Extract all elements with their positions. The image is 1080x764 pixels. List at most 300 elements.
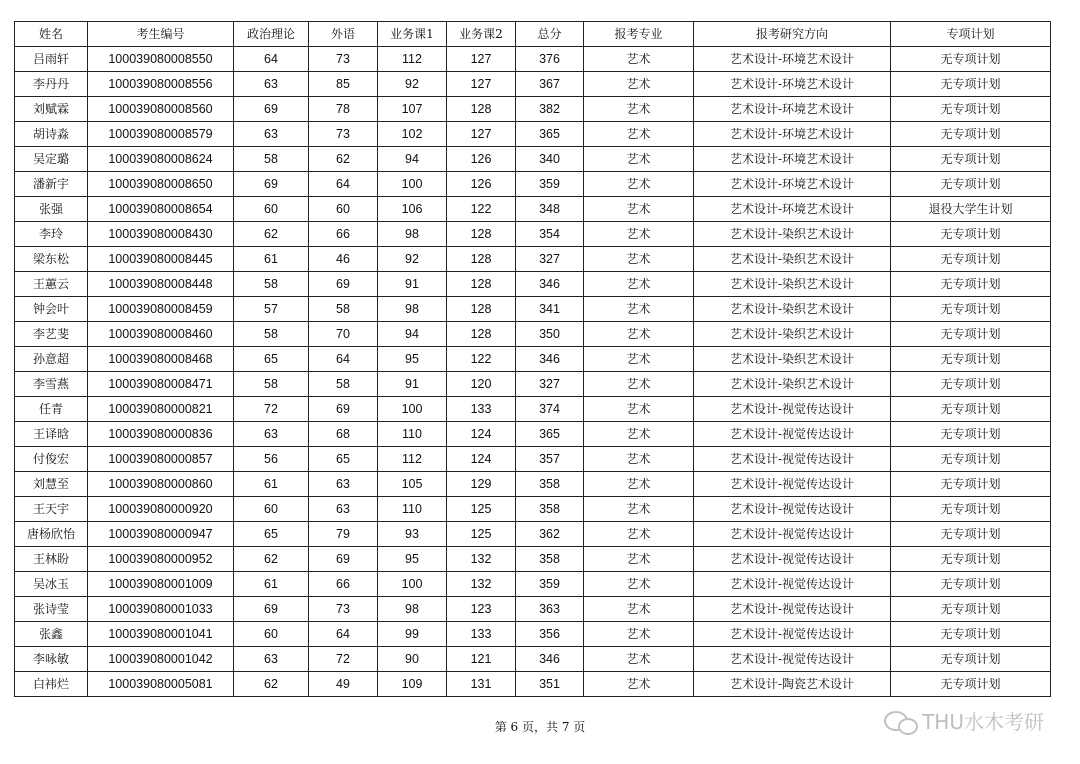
cell-course-1: 91 [378, 372, 447, 397]
cell-major: 艺术 [584, 522, 694, 547]
cell-exam-id: 100039080008460 [88, 322, 234, 347]
cell-course-1: 92 [378, 247, 447, 272]
table-row [15, 347, 1051, 372]
cell-special-plan: 无专项计划 [891, 372, 1051, 397]
cell-special-plan: 无专项计划 [891, 622, 1051, 647]
cell-name: 付俊宏 [15, 447, 88, 472]
cell-direction: 艺术设计-染织艺术设计 [694, 272, 891, 297]
cell-total: 346 [516, 647, 584, 672]
cell-foreign-language: 69 [309, 547, 378, 572]
cell-total: 357 [516, 447, 584, 472]
column-header-special-plan: 专项计划 [891, 22, 1051, 47]
cell-course-2: 126 [447, 172, 516, 197]
cell-foreign-language: 66 [309, 572, 378, 597]
cell-total: 365 [516, 422, 584, 447]
cell-course-1: 102 [378, 122, 447, 147]
cell-special-plan: 无专项计划 [891, 672, 1051, 697]
cell-course-1: 107 [378, 97, 447, 122]
cell-course-2: 128 [447, 247, 516, 272]
cell-major: 艺术 [584, 172, 694, 197]
cell-special-plan: 无专项计划 [891, 97, 1051, 122]
cell-major: 艺术 [584, 622, 694, 647]
table-body [15, 47, 1051, 697]
cell-direction: 艺术设计-视觉传达设计 [694, 622, 891, 647]
cell-foreign-language: 60 [309, 197, 378, 222]
cell-politics: 62 [234, 547, 309, 572]
table-row [15, 297, 1051, 322]
cell-politics: 56 [234, 447, 309, 472]
cell-course-1: 93 [378, 522, 447, 547]
cell-exam-id: 100039080008445 [88, 247, 234, 272]
cell-exam-id: 100039080000920 [88, 497, 234, 522]
cell-foreign-language: 65 [309, 447, 378, 472]
cell-name: 张强 [15, 197, 88, 222]
cell-politics: 63 [234, 422, 309, 447]
cell-course-2: 128 [447, 322, 516, 347]
cell-foreign-language: 73 [309, 122, 378, 147]
cell-name: 王林盼 [15, 547, 88, 572]
watermark [884, 706, 1044, 735]
cell-foreign-language: 69 [309, 397, 378, 422]
cell-course-1: 94 [378, 322, 447, 347]
table-row [15, 672, 1051, 697]
cell-exam-id: 100039080008471 [88, 372, 234, 397]
cell-exam-id: 100039080000952 [88, 547, 234, 572]
cell-politics: 58 [234, 322, 309, 347]
table-row [15, 447, 1051, 472]
cell-major: 艺术 [584, 322, 694, 347]
cell-course-1: 109 [378, 672, 447, 697]
cell-exam-id: 100039080000947 [88, 522, 234, 547]
cell-name: 张鑫 [15, 622, 88, 647]
cell-name: 刘赋霖 [15, 97, 88, 122]
cell-total: 346 [516, 347, 584, 372]
cell-exam-id: 100039080008550 [88, 47, 234, 72]
cell-name: 张诗莹 [15, 597, 88, 622]
cell-special-plan: 无专项计划 [891, 72, 1051, 97]
cell-major: 艺术 [584, 472, 694, 497]
table-row [15, 522, 1051, 547]
cell-special-plan: 无专项计划 [891, 272, 1051, 297]
cell-exam-id: 100039080008650 [88, 172, 234, 197]
column-header-course-1: 业务课1 [378, 22, 447, 47]
cell-total: 359 [516, 172, 584, 197]
cell-major: 艺术 [584, 72, 694, 97]
cell-special-plan: 无专项计划 [891, 572, 1051, 597]
cell-direction: 艺术设计-视觉传达设计 [694, 547, 891, 572]
cell-major: 艺术 [584, 122, 694, 147]
cell-name: 李艺斐 [15, 322, 88, 347]
cell-foreign-language: 64 [309, 622, 378, 647]
cell-politics: 60 [234, 497, 309, 522]
cell-foreign-language: 58 [309, 372, 378, 397]
cell-exam-id: 100039080000836 [88, 422, 234, 447]
table-row [15, 647, 1051, 672]
cell-name: 吕雨轩 [15, 47, 88, 72]
cell-major: 艺术 [584, 297, 694, 322]
cell-name: 唐杨欣怡 [15, 522, 88, 547]
cell-special-plan: 无专项计划 [891, 547, 1051, 572]
cell-direction: 艺术设计-环境艺术设计 [694, 122, 891, 147]
table-row [15, 122, 1051, 147]
cell-foreign-language: 64 [309, 172, 378, 197]
cell-course-2: 127 [447, 72, 516, 97]
cell-total: 358 [516, 547, 584, 572]
cell-foreign-language: 72 [309, 647, 378, 672]
cell-course-1: 98 [378, 222, 447, 247]
cell-special-plan: 无专项计划 [891, 647, 1051, 672]
cell-politics: 60 [234, 197, 309, 222]
cell-exam-id: 100039080008430 [88, 222, 234, 247]
cell-exam-id: 100039080008560 [88, 97, 234, 122]
cell-course-1: 91 [378, 272, 447, 297]
cell-direction: 艺术设计-视觉传达设计 [694, 447, 891, 472]
cell-politics: 60 [234, 622, 309, 647]
cell-special-plan: 无专项计划 [891, 422, 1051, 447]
cell-name: 王蕙云 [15, 272, 88, 297]
cell-politics: 61 [234, 472, 309, 497]
cell-course-2: 122 [447, 197, 516, 222]
cell-direction: 艺术设计-视觉传达设计 [694, 397, 891, 422]
cell-politics: 58 [234, 147, 309, 172]
table-row [15, 497, 1051, 522]
cell-special-plan: 无专项计划 [891, 47, 1051, 72]
cell-politics: 57 [234, 297, 309, 322]
cell-course-2: 121 [447, 647, 516, 672]
cell-exam-id: 100039080000857 [88, 447, 234, 472]
table-row [15, 547, 1051, 572]
cell-exam-id: 100039080000860 [88, 472, 234, 497]
cell-foreign-language: 79 [309, 522, 378, 547]
cell-exam-id: 100039080008654 [88, 197, 234, 222]
cell-direction: 艺术设计-染织艺术设计 [694, 322, 891, 347]
cell-name: 白袆烂 [15, 672, 88, 697]
cell-name: 孙意超 [15, 347, 88, 372]
cell-special-plan: 无专项计划 [891, 122, 1051, 147]
cell-exam-id: 100039080008556 [88, 72, 234, 97]
table-row [15, 197, 1051, 222]
table-row [15, 97, 1051, 122]
cell-direction: 艺术设计-视觉传达设计 [694, 572, 891, 597]
cell-course-1: 95 [378, 347, 447, 372]
cell-course-1: 99 [378, 622, 447, 647]
cell-politics: 69 [234, 97, 309, 122]
table-row [15, 247, 1051, 272]
cell-course-2: 125 [447, 522, 516, 547]
cell-major: 艺术 [584, 647, 694, 672]
cell-course-2: 127 [447, 122, 516, 147]
cell-name: 吴冰玉 [15, 572, 88, 597]
cell-name: 王天宇 [15, 497, 88, 522]
cell-name: 胡诗淼 [15, 122, 88, 147]
table-row [15, 272, 1051, 297]
table-row [15, 597, 1051, 622]
cell-special-plan: 无专项计划 [891, 497, 1051, 522]
cell-course-2: 127 [447, 47, 516, 72]
cell-politics: 65 [234, 522, 309, 547]
cell-name: 任青 [15, 397, 88, 422]
table-row [15, 572, 1051, 597]
cell-foreign-language: 70 [309, 322, 378, 347]
cell-total: 350 [516, 322, 584, 347]
column-header-politics: 政治理论 [234, 22, 309, 47]
cell-major: 艺术 [584, 197, 694, 222]
cell-foreign-language: 63 [309, 497, 378, 522]
cell-special-plan: 无专项计划 [891, 347, 1051, 372]
cell-direction: 艺术设计-染织艺术设计 [694, 222, 891, 247]
cell-direction: 艺术设计-环境艺术设计 [694, 47, 891, 72]
cell-exam-id: 100039080008448 [88, 272, 234, 297]
cell-total: 348 [516, 197, 584, 222]
cell-exam-id: 100039080008624 [88, 147, 234, 172]
cell-direction: 艺术设计-陶瓷艺术设计 [694, 672, 891, 697]
cell-course-2: 124 [447, 422, 516, 447]
cell-course-2: 123 [447, 597, 516, 622]
cell-foreign-language: 68 [309, 422, 378, 447]
column-header-course-2: 业务课2 [447, 22, 516, 47]
cell-foreign-language: 69 [309, 272, 378, 297]
column-header-name: 姓名 [15, 22, 88, 47]
cell-course-1: 98 [378, 597, 447, 622]
cell-politics: 62 [234, 222, 309, 247]
cell-course-1: 106 [378, 197, 447, 222]
cell-name: 李雪燕 [15, 372, 88, 397]
cell-politics: 64 [234, 47, 309, 72]
cell-total: 346 [516, 272, 584, 297]
cell-name: 李咏敏 [15, 647, 88, 672]
column-header-foreign-language: 外语 [309, 22, 378, 47]
cell-special-plan: 无专项计划 [891, 447, 1051, 472]
cell-politics: 61 [234, 247, 309, 272]
column-header-direction: 报考研究方向 [694, 22, 891, 47]
cell-course-1: 100 [378, 572, 447, 597]
cell-foreign-language: 46 [309, 247, 378, 272]
cell-politics: 62 [234, 672, 309, 697]
cell-course-2: 133 [447, 397, 516, 422]
cell-total: 358 [516, 472, 584, 497]
cell-direction: 艺术设计-视觉传达设计 [694, 597, 891, 622]
cell-total: 327 [516, 372, 584, 397]
cell-exam-id: 100039080001009 [88, 572, 234, 597]
cell-major: 艺术 [584, 147, 694, 172]
cell-course-1: 100 [378, 397, 447, 422]
cell-name: 王译晗 [15, 422, 88, 447]
cell-name: 刘慧至 [15, 472, 88, 497]
cell-special-plan: 退役大学生计划 [891, 197, 1051, 222]
cell-foreign-language: 78 [309, 97, 378, 122]
table-row [15, 622, 1051, 647]
cell-politics: 72 [234, 397, 309, 422]
table-header-row [15, 22, 1051, 47]
cell-major: 艺术 [584, 672, 694, 697]
cell-exam-id: 100039080001041 [88, 622, 234, 647]
cell-major: 艺术 [584, 47, 694, 72]
cell-politics: 63 [234, 72, 309, 97]
table-row [15, 322, 1051, 347]
cell-course-2: 122 [447, 347, 516, 372]
cell-direction: 艺术设计-环境艺术设计 [694, 172, 891, 197]
table-row [15, 172, 1051, 197]
cell-direction: 艺术设计-视觉传达设计 [694, 647, 891, 672]
cell-major: 艺术 [584, 497, 694, 522]
cell-course-1: 98 [378, 297, 447, 322]
cell-total: 363 [516, 597, 584, 622]
cell-politics: 58 [234, 372, 309, 397]
cell-politics: 69 [234, 172, 309, 197]
cell-politics: 69 [234, 597, 309, 622]
cell-exam-id: 100039080008459 [88, 297, 234, 322]
cell-foreign-language: 58 [309, 297, 378, 322]
cell-course-2: 129 [447, 472, 516, 497]
cell-course-2: 124 [447, 447, 516, 472]
cell-total: 354 [516, 222, 584, 247]
cell-direction: 艺术设计-染织艺术设计 [694, 372, 891, 397]
table-row [15, 472, 1051, 497]
cell-course-2: 126 [447, 147, 516, 172]
cell-course-1: 92 [378, 72, 447, 97]
cell-special-plan: 无专项计划 [891, 247, 1051, 272]
cell-name: 钟会叶 [15, 297, 88, 322]
cell-name: 李丹丹 [15, 72, 88, 97]
cell-foreign-language: 85 [309, 72, 378, 97]
table-row [15, 397, 1051, 422]
cell-foreign-language: 63 [309, 472, 378, 497]
cell-course-2: 128 [447, 222, 516, 247]
cell-course-2: 120 [447, 372, 516, 397]
cell-name: 梁东松 [15, 247, 88, 272]
cell-course-1: 105 [378, 472, 447, 497]
cell-major: 艺术 [584, 422, 694, 447]
cell-direction: 艺术设计-视觉传达设计 [694, 422, 891, 447]
cell-special-plan: 无专项计划 [891, 472, 1051, 497]
cell-course-2: 131 [447, 672, 516, 697]
cell-direction: 艺术设计-染织艺术设计 [694, 297, 891, 322]
table-row [15, 47, 1051, 72]
cell-direction: 艺术设计-染织艺术设计 [694, 247, 891, 272]
cell-major: 艺术 [584, 222, 694, 247]
cell-exam-id: 100039080001042 [88, 647, 234, 672]
cell-exam-id: 100039080008579 [88, 122, 234, 147]
cell-major: 艺术 [584, 397, 694, 422]
cell-exam-id: 100039080008468 [88, 347, 234, 372]
cell-direction: 艺术设计-环境艺术设计 [694, 147, 891, 172]
table-row [15, 72, 1051, 97]
cell-direction: 艺术设计-环境艺术设计 [694, 197, 891, 222]
cell-foreign-language: 73 [309, 597, 378, 622]
cell-course-1: 95 [378, 547, 447, 572]
cell-major: 艺术 [584, 372, 694, 397]
column-header-exam-id: 考生编号 [88, 22, 234, 47]
cell-course-1: 110 [378, 422, 447, 447]
cell-total: 362 [516, 522, 584, 547]
cell-total: 365 [516, 122, 584, 147]
cell-total: 351 [516, 672, 584, 697]
cell-total: 340 [516, 147, 584, 172]
cell-course-2: 133 [447, 622, 516, 647]
table-row [15, 222, 1051, 247]
cell-exam-id: 100039080001033 [88, 597, 234, 622]
column-header-major: 报考专业 [584, 22, 694, 47]
cell-politics: 65 [234, 347, 309, 372]
cell-major: 艺术 [584, 272, 694, 297]
cell-foreign-language: 64 [309, 347, 378, 372]
cell-course-2: 128 [447, 297, 516, 322]
cell-direction: 艺术设计-视觉传达设计 [694, 497, 891, 522]
cell-course-2: 132 [447, 547, 516, 572]
cell-name: 潘新宇 [15, 172, 88, 197]
cell-course-1: 90 [378, 647, 447, 672]
cell-course-1: 112 [378, 47, 447, 72]
cell-foreign-language: 49 [309, 672, 378, 697]
cell-special-plan: 无专项计划 [891, 147, 1051, 172]
cell-course-1: 94 [378, 147, 447, 172]
cell-course-1: 110 [378, 497, 447, 522]
cell-total: 374 [516, 397, 584, 422]
cell-special-plan: 无专项计划 [891, 397, 1051, 422]
cell-major: 艺术 [584, 447, 694, 472]
cell-direction: 艺术设计-视觉传达设计 [694, 522, 891, 547]
cell-politics: 58 [234, 272, 309, 297]
cell-major: 艺术 [584, 97, 694, 122]
wechat-icon [884, 709, 918, 733]
cell-special-plan: 无专项计划 [891, 297, 1051, 322]
cell-major: 艺术 [584, 597, 694, 622]
cell-politics: 63 [234, 122, 309, 147]
score-table [14, 21, 1051, 697]
cell-name: 李玲 [15, 222, 88, 247]
cell-foreign-language: 73 [309, 47, 378, 72]
cell-name: 吴定璐 [15, 147, 88, 172]
cell-major: 艺术 [584, 572, 694, 597]
cell-foreign-language: 66 [309, 222, 378, 247]
cell-special-plan: 无专项计划 [891, 222, 1051, 247]
cell-direction: 艺术设计-染织艺术设计 [694, 347, 891, 372]
table-row [15, 372, 1051, 397]
cell-course-2: 132 [447, 572, 516, 597]
cell-total: 327 [516, 247, 584, 272]
cell-total: 341 [516, 297, 584, 322]
cell-politics: 63 [234, 647, 309, 672]
cell-total: 382 [516, 97, 584, 122]
cell-course-2: 125 [447, 497, 516, 522]
cell-special-plan: 无专项计划 [891, 172, 1051, 197]
column-header-total: 总分 [516, 22, 584, 47]
cell-total: 367 [516, 72, 584, 97]
cell-politics: 61 [234, 572, 309, 597]
table-row [15, 422, 1051, 447]
cell-total: 376 [516, 47, 584, 72]
cell-total: 356 [516, 622, 584, 647]
page-number: 第 6 页，共 7 页 [494, 720, 586, 734]
cell-special-plan: 无专项计划 [891, 597, 1051, 622]
cell-special-plan: 无专项计划 [891, 522, 1051, 547]
cell-direction: 艺术设计-视觉传达设计 [694, 472, 891, 497]
cell-exam-id: 100039080000821 [88, 397, 234, 422]
cell-direction: 艺术设计-环境艺术设计 [694, 97, 891, 122]
cell-course-1: 112 [378, 447, 447, 472]
cell-course-2: 128 [447, 272, 516, 297]
cell-major: 艺术 [584, 247, 694, 272]
watermark-text: THU水木考研 [922, 710, 1044, 734]
cell-direction: 艺术设计-环境艺术设计 [694, 72, 891, 97]
cell-total: 359 [516, 572, 584, 597]
cell-course-1: 100 [378, 172, 447, 197]
cell-major: 艺术 [584, 547, 694, 572]
cell-major: 艺术 [584, 347, 694, 372]
cell-course-2: 128 [447, 97, 516, 122]
table-row [15, 147, 1051, 172]
cell-foreign-language: 62 [309, 147, 378, 172]
